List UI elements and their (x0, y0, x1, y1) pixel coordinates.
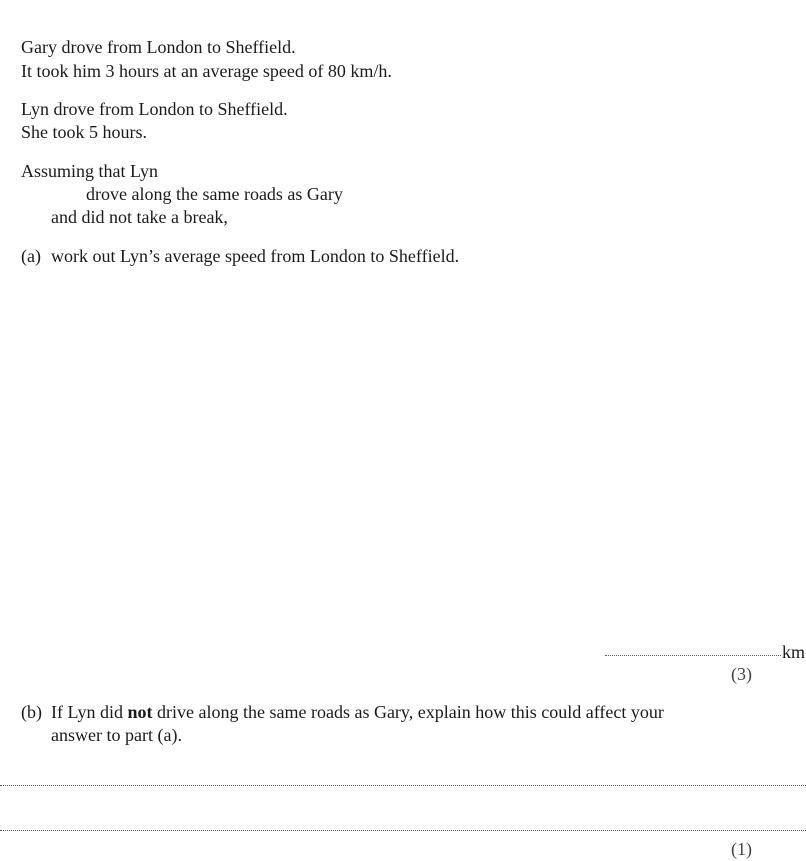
answer-line-a[interactable] (605, 655, 781, 656)
intro-line-1: Gary drove from London to Sheffield. (21, 37, 296, 57)
assumption-1: drove along the same roads as Gary (86, 184, 343, 204)
assumption-intro: Assuming that Lyn (21, 161, 159, 181)
answer-unit: km (782, 642, 806, 662)
intro-line-4: She took 5 hours. (21, 122, 147, 142)
part-a-question: work out Lyn’s average speed from London to Sheffield. (51, 246, 460, 266)
intro-line-2: It took him 3 hours at an average speed of 80 km/h. (21, 61, 392, 81)
assumption-2: and did not take a break, (51, 207, 228, 227)
answer-line-b-2[interactable] (0, 830, 806, 831)
part-b-label: (b) (21, 702, 42, 722)
answer-line-b-1[interactable] (0, 785, 806, 786)
part-a-label: (a) (21, 246, 41, 266)
part-b-question-line-1 (51, 701, 664, 724)
part-b-question-line-2: answer to part (a). (51, 725, 182, 745)
part-b-text-after: drive along the same roads as Gary, explain how this could affect your (152, 702, 664, 722)
intro-line-3: Lyn drove from London to Sheffield. (21, 99, 288, 119)
marks-a: (3) (731, 664, 752, 684)
part-b-emphasis: not (127, 702, 153, 722)
part-b-text-before: If Lyn did (51, 702, 128, 722)
marks-b: (1) (731, 839, 752, 859)
